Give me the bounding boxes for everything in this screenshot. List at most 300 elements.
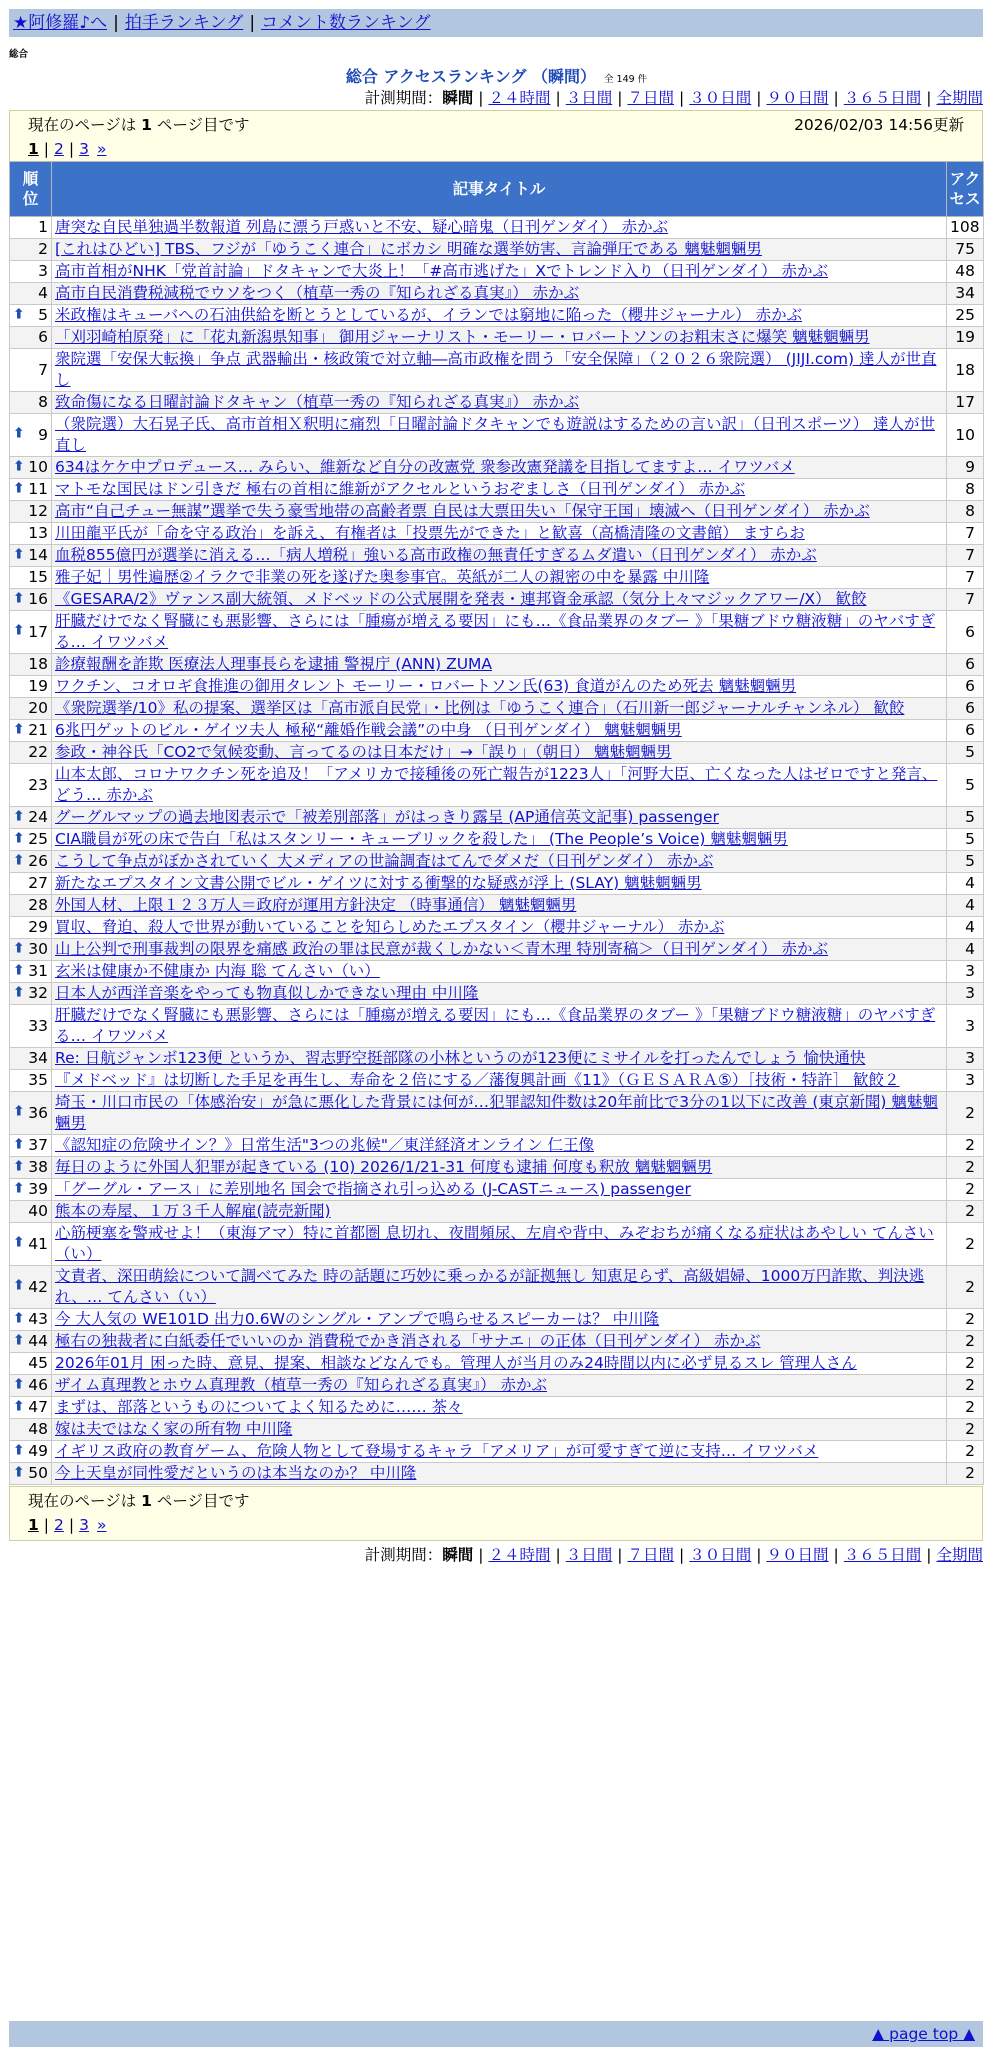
- article-link[interactable]: 外国人材、上限１２３万人＝政府が運用方針決定 （時事通信） 魑魅魍魎男: [55, 896, 577, 914]
- category-label: 総合: [9, 49, 29, 60]
- rank-cell: [10, 1179, 52, 1201]
- access-count: 34: [947, 283, 984, 305]
- footer-bar: [9, 2021, 983, 2047]
- rank-number: 41: [28, 1234, 48, 1253]
- access-count: 5: [947, 851, 984, 873]
- title-cell: [52, 567, 947, 589]
- article-link[interactable]: イギリス政府の教育ゲーム、危険人物として登場するキャラ「アメリア」が可愛すぎて逆に支持… イワツバメ: [55, 1442, 819, 1460]
- arrow-up-icon: ⬆: [13, 807, 25, 824]
- access-count: 6: [947, 654, 984, 676]
- access-count: 17: [947, 392, 984, 414]
- table-row: [10, 1266, 984, 1309]
- table-row: [10, 1157, 984, 1179]
- rank-number: 48: [28, 1420, 48, 1438]
- table-row: [10, 611, 984, 654]
- total-count: 全 149 件: [604, 74, 648, 85]
- access-count: 2: [947, 1375, 984, 1397]
- page-link-3[interactable]: 3: [79, 140, 90, 158]
- title-cell: [52, 829, 947, 851]
- rank-cell: [10, 1419, 52, 1441]
- table-row: [10, 349, 984, 392]
- rank-number: 43: [28, 1310, 48, 1328]
- top-nav-bar: ★阿修羅♪へ | 拍手ランキング | コメント数ランキング: [9, 9, 983, 37]
- page-link-3[interactable]: 3: [79, 1516, 90, 1534]
- col-count-header: アクセス: [947, 162, 984, 217]
- rank-number: 21: [28, 721, 48, 739]
- table-row: [10, 283, 984, 305]
- period-link[interactable]: 全期間: [936, 89, 983, 107]
- arrow-up-icon: ⬆: [13, 1277, 25, 1294]
- access-count: 6: [947, 720, 984, 742]
- clap-ranking-link[interactable]: 拍手ランキング: [124, 13, 244, 33]
- rank-cell: [10, 305, 52, 327]
- rank-number: 15: [28, 568, 48, 586]
- table-row: [10, 1048, 984, 1070]
- rank-cell: [10, 720, 52, 742]
- arrow-up-icon: ⬆: [13, 479, 25, 496]
- rank-cell: [10, 654, 52, 676]
- article-link[interactable]: 毎日のように外国人犯罪が起きている (10) 2026/1/21-31 何度も逮捕 何度も釈放 魑魅魍魎男: [55, 1158, 713, 1176]
- title-cell: [52, 654, 947, 676]
- rank-number: 24: [28, 808, 48, 826]
- article-link[interactable]: 高市自民消費税減税でウソをつく（植草一秀の『知られざる真実』） 赤かぶ: [55, 284, 580, 302]
- rank-number: 9: [38, 425, 48, 444]
- access-count: 7: [947, 567, 984, 589]
- table-row: [10, 545, 984, 567]
- period-link[interactable]: ３日間: [565, 89, 613, 107]
- rank-cell: [10, 1223, 52, 1266]
- rank-cell: [10, 1397, 52, 1419]
- table-row: [10, 654, 984, 676]
- title-cell: [52, 1375, 947, 1397]
- title-cell: [52, 327, 947, 349]
- title-cell: [52, 1223, 947, 1266]
- rank-cell: [10, 501, 52, 523]
- table-row: [10, 457, 984, 479]
- rank-cell: [10, 851, 52, 873]
- rank-number: 42: [28, 1277, 48, 1296]
- arrow-up-icon: ⬆: [13, 622, 25, 639]
- article-link[interactable]: 玄米は健康か不健康か 内海 聡 てんさい（い）: [55, 962, 380, 980]
- access-count: 10: [947, 414, 984, 457]
- period-link[interactable]: ３６５日間: [843, 89, 922, 107]
- home-link[interactable]: ★阿修羅♪へ: [13, 13, 108, 33]
- article-link[interactable]: ワクチン、コオロギ食推進の御用タレント モーリー・ロバートソン氏(63) 食道がんのため死去 魑魅魍魎男: [55, 677, 797, 695]
- article-link[interactable]: 米政権はキューバへの石油供給を断とうとしているが、イランでは窮地に陥った（櫻井ジャーナル） 赤かぶ: [55, 306, 803, 324]
- article-link[interactable]: 《認知症の危険サイン？》日常生活"3つの兆候"／東洋経済オンライン 仁王像: [55, 1136, 594, 1154]
- table-row: [10, 720, 984, 742]
- table-row: [10, 939, 984, 961]
- article-link[interactable]: 文責者、深田萌絵について調べてみた 時の話題に巧妙に乗っかるが証拠無し 知恵足らず、高級娼婦、1000万円詐欺、判決逃れ、… てんさい（い）: [55, 1267, 925, 1306]
- arrow-up-icon: ⬆: [13, 1103, 25, 1120]
- title-cell: [52, 676, 947, 698]
- next-page-link[interactable]: »: [97, 140, 107, 158]
- rank-cell: [10, 283, 52, 305]
- next-page-link[interactable]: »: [97, 1516, 107, 1534]
- col-title-header: 記事タイトル: [52, 162, 947, 217]
- access-count: 5: [947, 764, 984, 807]
- rank-number: 18: [28, 655, 48, 673]
- arrow-up-icon: ⬆: [13, 1441, 25, 1458]
- access-count: 5: [947, 807, 984, 829]
- title-cell: [52, 283, 947, 305]
- title-cell: [52, 917, 947, 939]
- page-current: 1: [28, 1516, 39, 1534]
- table-row: [10, 1201, 984, 1223]
- title-cell: [52, 1397, 947, 1419]
- arrow-up-icon: ⬆: [13, 851, 25, 868]
- table-row: [10, 764, 984, 807]
- rank-number: 47: [28, 1398, 48, 1416]
- title-cell: [52, 1092, 947, 1135]
- title-cell: [52, 217, 947, 239]
- access-count: 75: [947, 239, 984, 261]
- title-cell: [52, 895, 947, 917]
- period-link[interactable]: ３日間: [565, 1546, 613, 1564]
- arrow-up-icon: ⬆: [13, 1463, 25, 1480]
- rank-number: 37: [28, 1136, 48, 1154]
- article-link[interactable]: 埼玉・川口市民の「体感治安」が急に悪化した背景には何が…犯罪認知件数は20年前比で3分の1以下に改善 (東京新聞) 魑魅魍魎男: [55, 1093, 938, 1132]
- rank-number: 20: [28, 699, 48, 717]
- table-row: [10, 327, 984, 349]
- arrow-up-icon: ⬆: [13, 545, 25, 562]
- article-link[interactable]: 心筋梗塞を警戒せよ！（東海アマ）特に首都圏 息切れ、夜間頻尿、左肩や背中、みぞおちが痛くなる症状はあやしい てんさい（い）: [55, 1224, 934, 1263]
- article-link[interactable]: 雅子妃｜男性遍歴②イラクで非業の死を遂げた奥参事官。英紙が二人の親密の中を暴露 中川隆: [55, 568, 710, 586]
- rank-cell: [10, 983, 52, 1005]
- access-count: 8: [947, 479, 984, 501]
- access-count: 2: [947, 1092, 984, 1135]
- period-link[interactable]: ７日間: [627, 89, 674, 107]
- table-row: [10, 1223, 984, 1266]
- article-link[interactable]: 2026年01月 困った時、意見、提案、相談などなんでも。管理人が当月のみ24時間以内に必ず見るスレ 管理人さん: [55, 1354, 857, 1372]
- article-link[interactable]: （衆院選）大石晃子氏、高市首相Ｘ釈明に痛烈「日曜討論ドタキャンでも遊説はするための言い訳」（日刊スポーツ） 達人が世直し: [55, 415, 936, 454]
- article-link[interactable]: 買収、脅迫、殺人で世界が動いていることを知らしめたエプスタイン（櫻井ジャーナル） 赤かぶ: [55, 918, 725, 936]
- table-row: [10, 1135, 984, 1157]
- title-cell: [52, 1309, 947, 1331]
- page-link-2[interactable]: 2: [54, 1516, 64, 1534]
- access-count: 2: [947, 1135, 984, 1157]
- rank-cell: [10, 1266, 52, 1309]
- rank-cell: [10, 217, 52, 239]
- rank-cell: [10, 567, 52, 589]
- title-cell: [52, 873, 947, 895]
- access-count: 3: [947, 1070, 984, 1092]
- article-link[interactable]: 《GESARA/2》ヴァンス副大統領、メドベッドの公式展開を発表・連邦資金承認（気分上々マジックアワー/X） 歓餃: [55, 590, 867, 608]
- article-link[interactable]: 「グーグル・アース」に差別地名 国会で指摘され引っ込める (J-CASTニュース) passenger: [55, 1180, 691, 1198]
- arrow-up-icon: ⬆: [13, 983, 25, 1000]
- rank-number: 50: [28, 1464, 48, 1482]
- rank-number: 31: [28, 962, 48, 980]
- table-row: [10, 1419, 984, 1441]
- article-link[interactable]: 肝臓だけでなく腎臓にも悪影響、さらには「腫瘍が増える要因」にも…《食品業界のタブー 》「果糖ブドウ糖液糖」のヤバすぎる… イワツバメ: [55, 612, 936, 651]
- rank-cell: [10, 1441, 52, 1463]
- access-count: 3: [947, 1048, 984, 1070]
- table-row: [10, 239, 984, 261]
- rank-number: 44: [28, 1332, 48, 1350]
- rank-cell: [10, 261, 52, 283]
- rank-number: 23: [28, 775, 48, 794]
- table-row: [10, 1375, 984, 1397]
- period-link[interactable]: ２４時間: [488, 1546, 551, 1564]
- article-link[interactable]: ザイム真理教とホウム真理教（植草一秀の『知られざる真実』） 赤かぶ: [55, 1376, 547, 1394]
- article-link[interactable]: 極右の独裁者に白紙委任でいいのか 消費税でかき消される「サナエ」の正体（日刊ゲンダイ） 赤かぶ: [55, 1332, 761, 1350]
- rank-cell: [10, 742, 52, 764]
- article-link[interactable]: 肝臓だけでなく腎臓にも悪影響、さらには「腫瘍が増える要因」にも…《食品業界のタブー 》「果糖ブドウ糖液糖」のヤバすぎる… イワツバメ: [55, 1006, 936, 1045]
- access-count: 2: [947, 1223, 984, 1266]
- rank-number: 2: [38, 240, 48, 258]
- rank-cell: [10, 698, 52, 720]
- title-cell: [52, 851, 947, 873]
- page-link-2[interactable]: 2: [54, 140, 64, 158]
- arrow-up-icon: ⬆: [13, 939, 25, 956]
- page-title: 総合 アクセスランキング （瞬間）: [345, 67, 596, 86]
- access-count: 2: [947, 1353, 984, 1375]
- title-cell: [52, 1179, 947, 1201]
- title-cell: [52, 1331, 947, 1353]
- table-row: [10, 1353, 984, 1375]
- rank-cell: [10, 1309, 52, 1331]
- rank-cell: [10, 1331, 52, 1353]
- table-row: [10, 1309, 984, 1331]
- rank-cell: [10, 1353, 52, 1375]
- title-cell: [52, 589, 947, 611]
- access-count: 3: [947, 983, 984, 1005]
- title-cell: [52, 349, 947, 392]
- access-count: 2: [947, 1463, 984, 1485]
- table-row: [10, 1092, 984, 1135]
- arrow-up-icon: ⬆: [13, 1179, 25, 1196]
- arrow-up-icon: ⬆: [13, 961, 25, 978]
- article-link[interactable]: Re: 日航ジャンボ123便 というか、習志野空挺部隊の小林というのが123便にミサイルを打ったんでしょう 愉快通快: [55, 1049, 866, 1067]
- updated-timestamp: 2026/02/03 14:56更新: [794, 116, 964, 134]
- rank-cell: [10, 1092, 52, 1135]
- article-link[interactable]: 「刈羽崎柏原発」に「花丸新潟県知事」 御用ジャーナリスト・モーリー・ロバートソンのお粗末さに爆笑 魑魅魍魎男: [55, 328, 870, 346]
- title-cell: [52, 698, 947, 720]
- page-current: 1: [28, 140, 39, 158]
- pager-top: 現在のページは 1 ページ目です 2026/02/03 14:56更新 1 | 2 | 3 »: [9, 110, 983, 165]
- access-count: 4: [947, 939, 984, 961]
- title-cell: [52, 239, 947, 261]
- rank-cell: [10, 1005, 52, 1048]
- title-cell: [52, 939, 947, 961]
- access-count: 4: [947, 917, 984, 939]
- period-label: 計測期間：: [364, 1546, 443, 1564]
- access-count: 2: [947, 1309, 984, 1331]
- title-cell: [52, 479, 947, 501]
- title-cell: [52, 720, 947, 742]
- page-heading: [0, 64, 993, 87]
- title-cell: [52, 501, 947, 523]
- rank-number: 12: [28, 502, 48, 520]
- article-link[interactable]: 日本人が西洋音楽をやっても物真似しかできない理由 中川隆: [55, 984, 479, 1002]
- article-link[interactable]: 山上公判で刑事裁判の限界を痛感 政治の罪は民意が裁くしかない＜青木理 特別寄稿＞（日刊ゲンダイ） 赤かぶ: [55, 940, 829, 958]
- table-row: [10, 589, 984, 611]
- period-label: 計測期間：: [364, 89, 443, 107]
- article-link[interactable]: グーグルマップの過去地図表示で「被差別部落」がはっきり露呈 (AP通信英文記事) passenger: [55, 808, 719, 826]
- article-link[interactable]: 診療報酬を詐欺 医療法人理事長らを逮捕 警視庁 (ANN) ZUMA: [55, 655, 493, 673]
- title-cell: [52, 392, 947, 414]
- rank-cell: [10, 807, 52, 829]
- article-link[interactable]: 衆院選「安保大転換」争点 武器輸出・核政策で対立軸―高市政権を問う「安全保障」（２０２６衆院選） (JIJI.com) 達人が世直し: [55, 350, 937, 389]
- article-link[interactable]: 唐突な自民単独過半数報道 列島に漂う戸惑いと不安、疑心暗鬼（日刊ゲンダイ） 赤かぶ: [55, 218, 669, 236]
- rank-number: 32: [28, 984, 48, 1002]
- article-link[interactable]: マトモな国民はドン引きだ 極右の首相に維新がアクセルというおぞましさ（日刊ゲンダイ） 赤かぶ: [55, 480, 746, 498]
- article-link[interactable]: 高市首相がNHK「党首討論」ドタキャンで大炎上！「#高市逃げた」Xでトレンド入り（日刊ゲンダイ） 赤かぶ: [55, 262, 829, 280]
- table-row: [10, 1331, 984, 1353]
- rank-cell: [10, 523, 52, 545]
- access-count: 2: [947, 1179, 984, 1201]
- table-row: [10, 698, 984, 720]
- table-row: [10, 305, 984, 327]
- article-link[interactable]: 新たなエプスタイン文書公開でビル・ゲイツに対する衝撃的な疑惑が浮上 (SLAY) 魑魅魍魎男: [55, 874, 702, 892]
- article-link[interactable]: 血税855億円が選挙に消える…「病人増税」強いる高市政権の無責任すぎるムダ遣い（日刊ゲンダイ） 赤かぶ: [55, 546, 817, 564]
- rank-number: 10: [28, 458, 48, 476]
- table-row: [10, 742, 984, 764]
- rank-cell: [10, 961, 52, 983]
- rank-number: 45: [28, 1354, 48, 1372]
- access-count: 9: [947, 457, 984, 479]
- access-count: 2: [947, 1397, 984, 1419]
- rank-number: 49: [28, 1442, 48, 1460]
- page-top-link[interactable]: ▲ page top ▲: [872, 2025, 975, 2043]
- period-selector-bottom: 計測期間：瞬間 | ２４時間 | ３日間 | ７日間 | ３０日間 | ９０日間 | ３６５日間 | 全期間: [364, 1546, 983, 1564]
- rank-cell: [10, 676, 52, 698]
- title-cell: [52, 1201, 947, 1223]
- table-row: [10, 1397, 984, 1419]
- title-cell: [52, 1463, 947, 1485]
- period-link[interactable]: ７日間: [627, 1546, 674, 1564]
- rank-cell: [10, 1070, 52, 1092]
- article-link[interactable]: 山本太郎、コロナワクチン死を追及！「アメリカで接種後の死亡報告が1223人」「河野大臣、亡くなった人はゼロですと発言、どう… 赤かぶ: [55, 765, 938, 804]
- rank-number: 40: [28, 1202, 48, 1220]
- rank-cell: [10, 1157, 52, 1179]
- period-link[interactable]: ３０日間: [689, 1546, 752, 1564]
- title-cell: [52, 457, 947, 479]
- table-row: [10, 479, 984, 501]
- rank-number: 33: [28, 1016, 48, 1035]
- rank-number: 3: [38, 262, 48, 280]
- article-link[interactable]: 『メドベッド』は切断した手足を再生し、寿命を２倍にする／藩復興計画《11》（ＧＥＳＡＲＡ⑤）［技術・特許］ 歓餃２: [55, 1071, 900, 1089]
- title-cell: [52, 1048, 947, 1070]
- table-row: [10, 961, 984, 983]
- rank-cell: [10, 457, 52, 479]
- period-link[interactable]: ９０日間: [766, 89, 829, 107]
- access-count: 2: [947, 1201, 984, 1223]
- article-link[interactable]: 嫁は夫ではなく家の所有物 中川隆: [55, 1420, 293, 1438]
- rank-number: 7: [38, 360, 48, 379]
- rank-number: 4: [38, 284, 48, 302]
- table-row: [10, 1463, 984, 1485]
- col-rank-header: 順位: [10, 162, 52, 217]
- article-link[interactable]: 熊本の寿屋、１万３千人解雇(読売新聞): [55, 1202, 331, 1220]
- rank-number: 27: [28, 874, 48, 892]
- article-link[interactable]: 致命傷になる日曜討論ドタキャン（植草一秀の『知られざる真実』） 赤かぶ: [55, 393, 580, 411]
- article-link[interactable]: 今上天皇が同性愛だというのは本当なのか？ 中川隆: [55, 1464, 417, 1482]
- arrow-up-icon: ⬆: [13, 829, 25, 846]
- title-cell: [52, 1070, 947, 1092]
- period-link[interactable]: 全期間: [936, 1546, 983, 1564]
- article-link[interactable]: CIA職員が死の床で告白「私はスタンリー・キューブリックを殺した」 (The People’s Voice) 魑魅魍魎男: [55, 830, 788, 848]
- rank-number: 6: [38, 328, 48, 346]
- title-cell: [52, 261, 947, 283]
- access-count: 108: [947, 217, 984, 239]
- period-link[interactable]: ９０日間: [766, 1546, 829, 1564]
- comment-ranking-link[interactable]: コメント数ランキング: [261, 13, 431, 33]
- access-count: 5: [947, 829, 984, 851]
- table-row: [10, 392, 984, 414]
- rank-number: 36: [28, 1103, 48, 1122]
- arrow-up-icon: ⬆: [13, 1331, 25, 1348]
- arrow-up-icon: ⬆: [13, 457, 25, 474]
- rank-cell: [10, 392, 52, 414]
- article-link[interactable]: 《衆院選挙/10》私の提案、選挙区は「高市派自民党」・比例は「ゆうこく連合」（石川新一郎ジャーナルチャンネル） 歓餃: [55, 699, 905, 717]
- rank-number: 1: [38, 218, 48, 236]
- title-cell: [52, 523, 947, 545]
- article-link[interactable]: 634はケケ中プロデュース… みらい、維新など自分の改憲党 衆参改憲発議を目指してますよ… イワツバメ: [55, 458, 795, 476]
- rank-cell: [10, 829, 52, 851]
- access-count: 2: [947, 1157, 984, 1179]
- article-link[interactable]: まずは、部落というものについてよく知るために…… 茶々: [55, 1398, 463, 1416]
- article-link[interactable]: 今 大人気の WE101D 出力0.6Wのシングル・アンプで鳴らせるスピーカーは？ 中川隆: [55, 1310, 660, 1328]
- rank-cell: [10, 917, 52, 939]
- title-cell: [52, 1419, 947, 1441]
- article-link[interactable]: 川田龍平氏が「命を守る政治」を訴え、有権者は「投票先ができた」と歓喜（高橋清隆の文書館） ますらお: [55, 524, 805, 542]
- period-link[interactable]: ３０日間: [689, 89, 752, 107]
- table-row: [10, 414, 984, 457]
- rank-cell: [10, 895, 52, 917]
- access-count: 8: [947, 501, 984, 523]
- article-link[interactable]: 高市“自己チュー無謀”選挙で失う豪雪地帯の高齢者票 自民は大票田失い「保守王国」壊滅へ（日刊ゲンダイ） 赤かぶ: [55, 502, 870, 520]
- rank-number: 8: [38, 393, 48, 411]
- access-count: 5: [947, 742, 984, 764]
- access-count: 3: [947, 961, 984, 983]
- access-count: 7: [947, 523, 984, 545]
- rank-cell: [10, 1201, 52, 1223]
- rank-number: 13: [28, 524, 48, 542]
- access-count: 25: [947, 305, 984, 327]
- access-count: 7: [947, 545, 984, 567]
- table-row: [10, 1070, 984, 1092]
- rank-cell: [10, 1375, 52, 1397]
- arrow-up-icon: ⬆: [13, 1309, 25, 1326]
- period-link[interactable]: ２４時間: [488, 89, 551, 107]
- rank-number: 22: [28, 743, 48, 761]
- table-row: [10, 567, 984, 589]
- rank-number: 28: [28, 896, 48, 914]
- table-row: [10, 523, 984, 545]
- rank-cell: [10, 545, 52, 567]
- rank-cell: [10, 873, 52, 895]
- article-link[interactable]: [これはひどい] TBS、フジが「ゆうこく連合」にボカシ 明確な選挙妨害、言論弾圧である 魑魅魍魎男: [55, 240, 762, 258]
- access-count: 18: [947, 349, 984, 392]
- arrow-up-icon: ⬆: [13, 589, 25, 606]
- article-link[interactable]: 6兆円ゲットのビル・ゲイツ夫人 極秘“離婚作戦会議”の中身 （日刊ゲンダイ） 魑魅魍魎男: [55, 721, 682, 739]
- article-link[interactable]: こうして争点がぼかされていく 大メディアの世論調査はてんでダメだ（日刊ゲンダイ） 赤かぶ: [55, 852, 714, 870]
- rank-cell: [10, 1463, 52, 1485]
- rank-cell: [10, 589, 52, 611]
- rank-number: 39: [28, 1180, 48, 1198]
- rank-number: 14: [28, 546, 48, 564]
- article-link[interactable]: 参政・神谷氏「CO2で気候変動、言ってるのは日本だけ」→「誤り」（朝日） 魑魅魍魎男: [55, 743, 672, 761]
- access-count: 2: [947, 1441, 984, 1463]
- rank-cell: [10, 1135, 52, 1157]
- access-count: 2: [947, 1331, 984, 1353]
- rank-number: 29: [28, 918, 48, 936]
- rank-number: 38: [28, 1158, 48, 1176]
- period-link[interactable]: ３６５日間: [843, 1546, 922, 1564]
- arrow-up-icon: ⬆: [13, 720, 25, 737]
- title-cell: [52, 742, 947, 764]
